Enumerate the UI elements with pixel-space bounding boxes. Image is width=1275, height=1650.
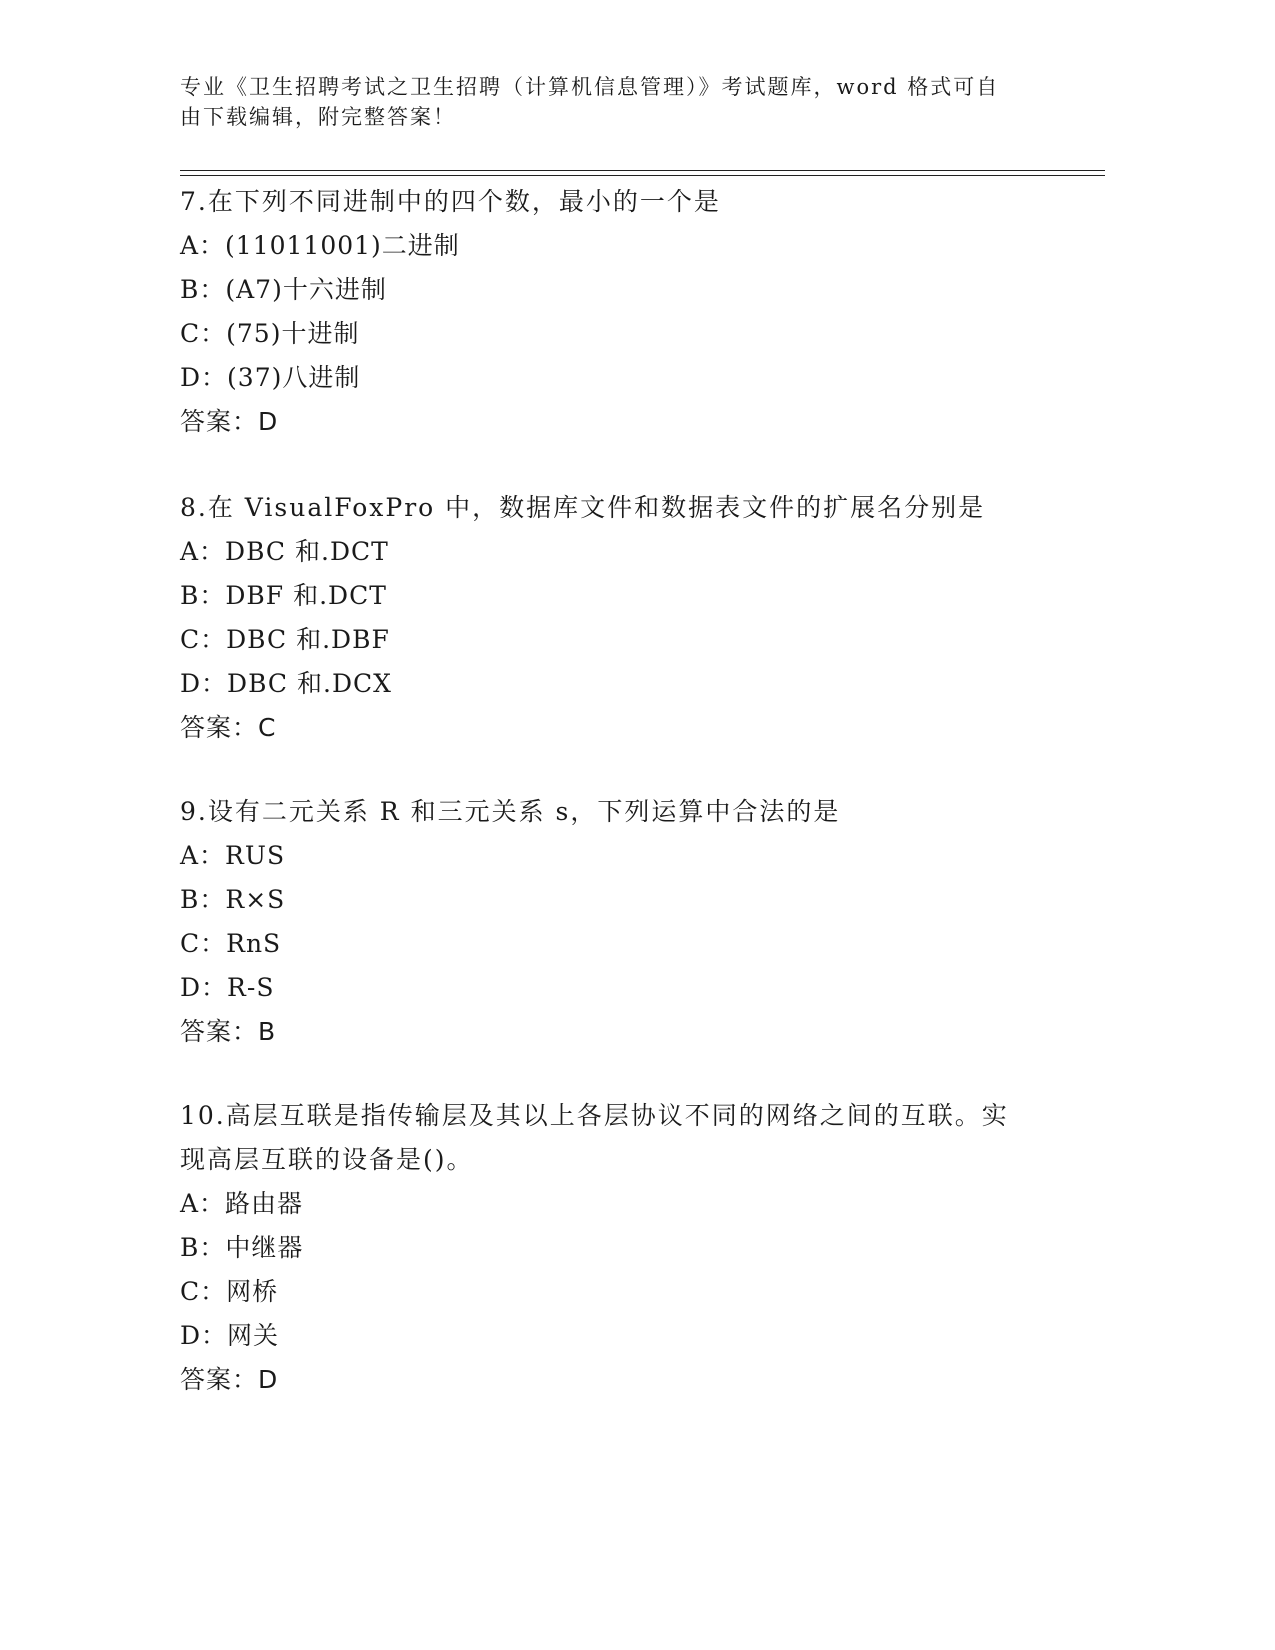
option-a: A：RUS (180, 841, 286, 870)
answer-line: 答案：C (180, 713, 277, 742)
option-c: C：DBC 和.DBF (180, 625, 390, 654)
question-stem-line-2: 现高层互联的设备是()。 (180, 1145, 474, 1174)
option-b: B：DBF 和.DCT (180, 581, 387, 610)
option-d: D：R-S (180, 973, 275, 1002)
question-stem: 9.设有二元关系 R 和三元关系 s，下列运算中合法的是 (180, 797, 841, 826)
option-b: B：(A7)十六进制 (180, 275, 387, 304)
option-a: A：DBC 和.DCT (180, 537, 389, 566)
option-d: D：网关 (180, 1321, 280, 1350)
option-a: A：(11011001)二进制 (180, 231, 460, 260)
question-stem-line-1: 10.高层互联是指传输层及其以上各层协议不同的网络之间的互联。实 (180, 1101, 1009, 1130)
option-d: D：DBC 和.DCX (180, 669, 392, 698)
question-stem: 8.在 VisualFoxPro 中，数据库文件和数据表文件的扩展名分别是 (180, 493, 986, 522)
question-8 (180, 486, 1060, 750)
answer-line: 答案：B (180, 1017, 277, 1046)
option-c: C：网桥 (180, 1277, 279, 1306)
header-line-2: 由下载编辑，附完整答案！ (180, 105, 456, 129)
question-7 (180, 180, 1060, 444)
header-line-1: 专业《卫生招聘考试之卫生招聘（计算机信息管理）》考试题库，word 格式可自 (180, 75, 1000, 99)
question-10 (180, 1094, 1060, 1402)
option-b: B：中继器 (180, 1233, 304, 1262)
header-divider-top (180, 170, 1105, 171)
option-c: C：(75)十进制 (180, 319, 360, 348)
option-d: D：(37)八进制 (180, 363, 361, 392)
header-divider-bottom (180, 175, 1105, 176)
option-a: A：路由器 (180, 1189, 304, 1218)
question-stem: 7.在下列不同进制中的四个数，最小的一个是 (180, 187, 721, 216)
answer-line: 答案：D (180, 407, 279, 436)
document-header (180, 72, 1040, 132)
option-b: B：R×S (180, 885, 286, 914)
option-c: C：RnS (180, 929, 282, 958)
question-9 (180, 790, 1060, 1054)
answer-line: 答案：D (180, 1365, 279, 1394)
